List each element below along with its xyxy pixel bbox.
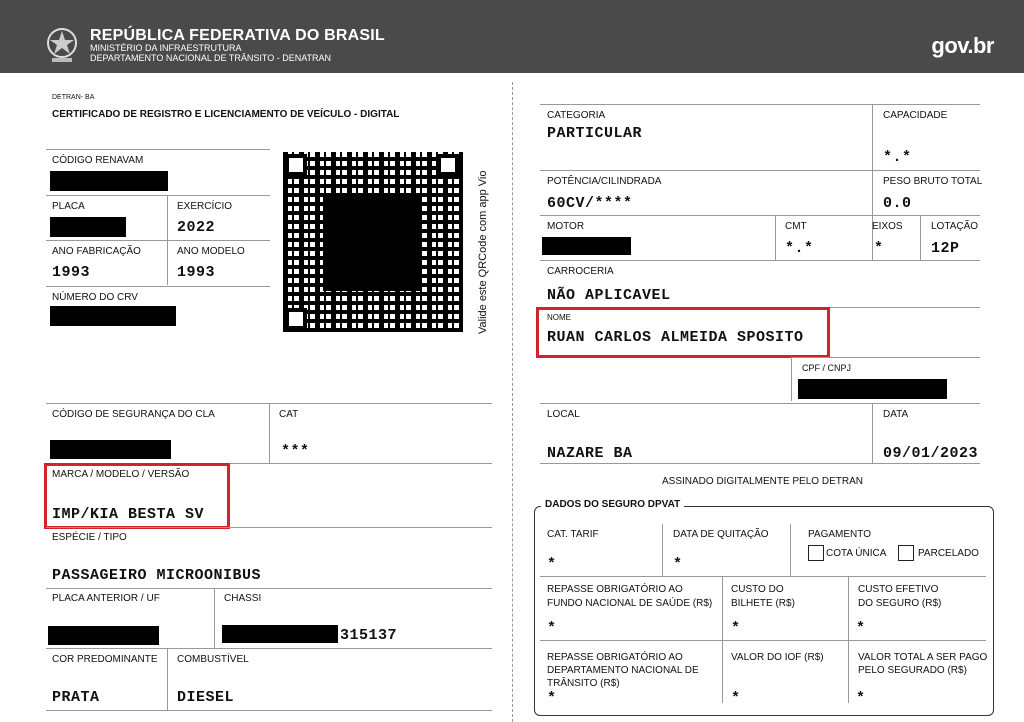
eixos-label: EIXOS <box>872 221 903 232</box>
repasse-fns-value: * <box>547 620 557 637</box>
capacidade-value: *.* <box>883 149 912 166</box>
divider <box>920 215 921 260</box>
document-title: CERTIFICADO DE REGISTRO E LICENCIAMENTO DE VEÍCULO - DIGITAL <box>52 109 400 120</box>
custo-efetivo-value: * <box>856 620 866 637</box>
divider <box>214 588 215 648</box>
signed-label: ASSINADO DIGITALMENTE PELO DETRAN <box>662 476 863 487</box>
ministry-label: MINISTÉRIO DA INFRAESTRUTURA <box>90 43 242 53</box>
cat-tarif-value: * <box>547 556 557 573</box>
divider <box>46 195 270 196</box>
divider <box>269 403 270 463</box>
total-value: * <box>856 690 866 707</box>
exercicio-label: EXERCÍCIO <box>177 201 233 212</box>
parcelado-checkbox[interactable] <box>898 545 914 561</box>
exercicio-value: 2022 <box>177 219 216 236</box>
qr-finder <box>285 154 307 176</box>
capacidade-label: CAPACIDADE <box>883 110 948 121</box>
divider <box>167 648 168 710</box>
renavam-redacted <box>50 171 168 191</box>
especie-value: PASSAGEIRO MICROONIBUS <box>52 567 262 584</box>
divider <box>775 215 776 260</box>
cat-value: *** <box>281 443 310 460</box>
marca-value: IMP/KIA BESTA SV <box>52 506 205 523</box>
local-value: NAZARE BA <box>547 445 633 462</box>
divider <box>872 104 873 260</box>
cota-unica-label: COTA ÚNICA <box>826 548 887 559</box>
marca-label: MARCA / MODELO / VERSÃO <box>52 469 190 480</box>
divider <box>540 170 980 171</box>
govbr-logo[interactable]: gov.br <box>931 33 994 58</box>
qr-redacted <box>323 193 421 291</box>
country-title: REPÚBLICA FEDERATIVA DO BRASIL <box>90 27 385 44</box>
divider <box>540 260 980 261</box>
renavam-label: CÓDIGO RENAVAM <box>52 155 144 166</box>
placa-anterior-label: PLACA ANTERIOR / UF <box>52 593 160 604</box>
chassi-redacted <box>222 625 338 643</box>
peso-label: PESO BRUTO TOTAL <box>883 176 983 187</box>
lotacao-label: LOTAÇÃO <box>931 221 979 232</box>
divider <box>46 710 492 711</box>
carroceria-label: CARROCERIA <box>547 266 614 277</box>
department-label: DEPARTAMENTO NACIONAL DE TRÂNSITO - DENATRAN <box>90 53 332 63</box>
cota-unica-checkbox[interactable] <box>808 545 824 561</box>
cor-label: COR PREDOMINANTE <box>52 654 158 665</box>
categoria-label: CATEGORIA <box>547 110 606 121</box>
placa-label: PLACA <box>52 201 85 212</box>
local-label: LOCAL <box>547 409 580 420</box>
eixos-value: * <box>874 240 884 257</box>
divider <box>791 357 792 401</box>
cla-redacted <box>50 440 171 459</box>
divider <box>791 357 980 358</box>
divider <box>872 403 873 463</box>
repasse-dnt-label-2: DEPARTAMENTO NACIONAL DE <box>547 665 699 676</box>
combustivel-label: COMBUSTÍVEL <box>177 654 249 665</box>
peso-value: 0.0 <box>883 195 912 212</box>
data-label: DATA <box>883 409 909 420</box>
divider <box>540 640 986 641</box>
crv-label: NÚMERO DO CRV <box>52 292 138 303</box>
divider <box>540 576 986 577</box>
nome-value: RUAN CARLOS ALMEIDA SPOSITO <box>547 329 804 346</box>
cmt-value: *.* <box>785 240 814 257</box>
nome-label: NOME <box>547 313 571 322</box>
motor-redacted <box>542 237 631 255</box>
divider <box>46 648 492 649</box>
data-value: 09/01/2023 <box>883 445 979 462</box>
coat-of-arms-icon <box>44 25 80 65</box>
data-quitacao-value: * <box>673 556 683 573</box>
especie-label: ESPÉCIE / TIPO <box>52 532 127 543</box>
divider <box>540 104 980 105</box>
issuer-label: DETRAN- BA <box>52 94 95 101</box>
qr-finder <box>285 308 307 330</box>
cat-label: CAT <box>279 409 299 420</box>
repasse-dnt-label-3: TRÂNSITO (R$) <box>547 678 620 689</box>
divider <box>540 403 980 404</box>
ano-modelo-value: 1993 <box>177 264 216 281</box>
categoria-value: PARTICULAR <box>547 125 643 142</box>
parcelado-label: PARCELADO <box>918 548 979 559</box>
cpf-label: CPF / CNPJ <box>802 363 852 373</box>
crv-redacted <box>50 306 176 326</box>
potencia-value: 60CV/**** <box>547 195 633 212</box>
cla-label: CÓDIGO DE SEGURANÇA DO CLA <box>52 409 215 420</box>
ano-fabricacao-value: 1993 <box>52 264 91 281</box>
total-label-2: PELO SEGURADO (R$) <box>858 665 967 676</box>
divider <box>46 286 270 287</box>
qr-caption: Valide este QRCode com app Vio <box>477 170 489 334</box>
cat-tarif-label: CAT. TARIF <box>547 529 599 540</box>
divider <box>540 215 980 216</box>
custo-efetivo-label-1: CUSTO EFETIVO <box>858 584 939 595</box>
divider <box>540 463 980 464</box>
divider <box>46 149 270 150</box>
ano-fabricacao-label: ANO FABRICAÇÃO <box>52 246 141 257</box>
dpvat-title: DADOS DO SEGURO DPVAT <box>541 499 684 510</box>
iof-value: * <box>731 690 741 707</box>
pagamento-label: PAGAMENTO <box>808 529 871 540</box>
carroceria-value: NÃO APLICAVEL <box>547 287 671 304</box>
repasse-fns-label-1: REPASSE OBRIGATÓRIO AO <box>547 584 683 595</box>
divider <box>46 588 492 589</box>
chassi-suffix: 315137 <box>340 627 398 644</box>
custo-bilhete-value: * <box>731 620 741 637</box>
repasse-dnt-label-1: REPASSE OBRIGATÓRIO AO <box>547 652 683 663</box>
lotacao-value: 12P <box>931 240 960 257</box>
center-divider <box>512 82 513 722</box>
iof-label: VALOR DO IOF (R$) <box>731 652 824 663</box>
divider <box>662 524 663 576</box>
cpf-redacted <box>798 379 947 399</box>
potencia-label: POTÊNCIA/CILINDRADA <box>547 176 662 187</box>
repasse-fns-label-2: FUNDO NACIONAL DE SAÚDE (R$) <box>547 598 713 609</box>
divider <box>46 527 492 528</box>
combustivel-value: DIESEL <box>177 689 235 706</box>
divider <box>790 524 791 576</box>
cor-value: PRATA <box>52 689 100 706</box>
data-quitacao-label: DATA DE QUITAÇÃO <box>673 529 769 540</box>
placa-redacted <box>50 217 126 237</box>
qr-finder <box>437 154 459 176</box>
custo-bilhete-label-2: BILHETE (R$) <box>731 598 795 609</box>
custo-efetivo-label-2: DO SEGURO (R$) <box>858 598 942 609</box>
ano-modelo-label: ANO MODELO <box>177 246 245 257</box>
total-label-1: VALOR TOTAL A SER PAGO <box>858 652 988 663</box>
motor-label: MOTOR <box>547 221 585 232</box>
chassi-label: CHASSI <box>224 593 262 604</box>
placa-anterior-redacted <box>48 626 159 645</box>
cmt-label: CMT <box>785 221 807 232</box>
repasse-dnt-value: * <box>547 690 557 707</box>
divider <box>46 240 270 241</box>
custo-bilhete-label-1: CUSTO DO <box>731 584 784 595</box>
